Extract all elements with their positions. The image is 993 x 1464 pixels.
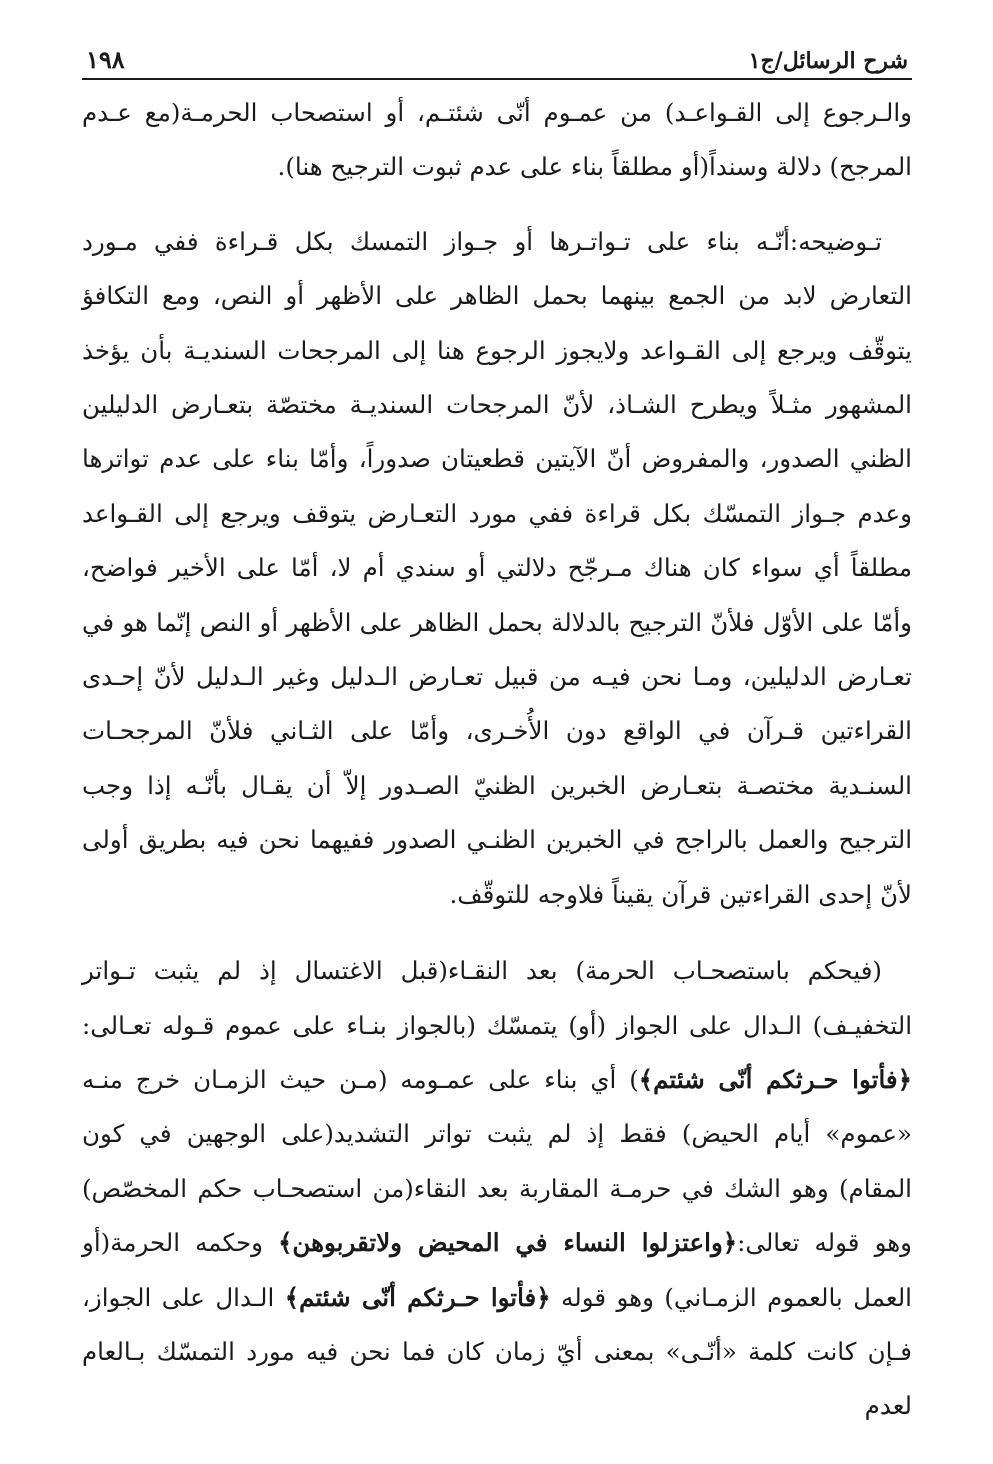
page-body (82, 86, 912, 1434)
book-title: شرح الرسائل/ج١ (748, 48, 908, 74)
quran-verse: ﴿فأتوا حـرثكم أنّى شئتم﴾ (284, 1282, 551, 1312)
document-page (82, 40, 912, 1434)
quran-verse: ﴿فأتوا حـرثكم أنّى شئتم﴾ (638, 1064, 912, 1094)
paragraph-text: وحكمه الحرمة(أو العمل بالعموم الزمـاني) وهو قوله (82, 1228, 912, 1312)
paragraph-2 (82, 215, 912, 922)
paragraph-text: والـرجوع إلى القـواعـد) من عمـوم أنّى شئتـم، أو استصحاب الحرمـة(مع عـدم المرجح) دلالة وسنداً(أو مطلقاً بناء على عدم ثبوت الترجيح هنا). (82, 98, 912, 182)
paragraph-text: الـدال على الجواز، فـإن كانت كلمة «أنّـى» بمعنى أيّ زمان كان فما نحن فيه مورد التمسّك بـالعام لعدم (82, 1282, 912, 1421)
quran-verse: ﴿واعتزلوا النساء في المحيض ولاتقربوهن﴾ (278, 1228, 738, 1258)
paragraph-1 (82, 86, 912, 195)
paragraph-3 (82, 944, 912, 1434)
page-number: ١٩٨ (86, 45, 125, 74)
paragraph-text: تـوضيحه:أنّـه بناء على تـواتـرها أو جـواز التمسك بكل قـراءة ففي مـورد التعارض لابد من الجمع بينهما بحمل الظاهر على الأظهر أو النص، ومع التكافؤ يتوقّف ويرجع إلى القـواعد ولايجوز الرجوع هنا إلى المرجحات السنديـة بأن يؤخذ المشهور مثـلاً ويطرح الشـاذ، لأنّ المرجحات السنديـة مختصّة بتعـارض الدليلين الظني الصدور، والمفروض أنّ الآيتين قطعيتان صدوراً، وأمّا بناء على عدم تواترها وعدم جـواز التمسّك بكل قراءة ففي مورد التعـارض يتوقف ويرجع إلى القـواعد مطلقاً أي سواء كان هناك مـرجّح دلالتي أو سندي أم لا، أمّا على الأخير فواضح، وأمّا على الأوّل فلأنّ الترجيح بالدلالة بحمل الظاهر على الأظهر أو النص إنّما هو في تعـارض الدليلين، ومـا نحن فيـه من قبيل تعـارض الـدليل وغير الـدليل لأنّ إحـدى القراءتين قـرآن في الواقع دون الأُخـرى، وأمّا على الثـاني فلأنّ المرجحـات السنـدية مختصـة بتعـارض الخبرين الظنيّ الصـدور إلاّ أن يقـال بأنّـه إذا وجب الترجيح والعمل بالراجح في الخبرين الظنـي الصدور ففيهما نحن فيه بطريق أولى لأنّ إحدى القراءتين قرآن يقيناً فلاوجه للتوقّف. (82, 226, 912, 909)
paragraph-text: (فيحكم باستصحـاب الحرمة) بعد النقـاء(قبل الاغتسال إذ لم يثبت تـواتر التخفيـف) الـدال على الجواز (أو) يتمسّك (بالجواز بنـاء على عموم قـوله تعـالى: (82, 956, 912, 1040)
page-header (82, 40, 912, 80)
paragraph-text: ) أي بناء على عمـومه (مـن حيث الزمـان خرج منـه «عموم» أيام الحيض) فقط إذ لم يثبت تواتر التشديد(على الوجهين في كون المقام) وهو الشك في حرمـة المقاربة بعد النقاء(من استصحـاب حكم المخصّص) وهو قوله تعالى: (82, 1064, 912, 1258)
